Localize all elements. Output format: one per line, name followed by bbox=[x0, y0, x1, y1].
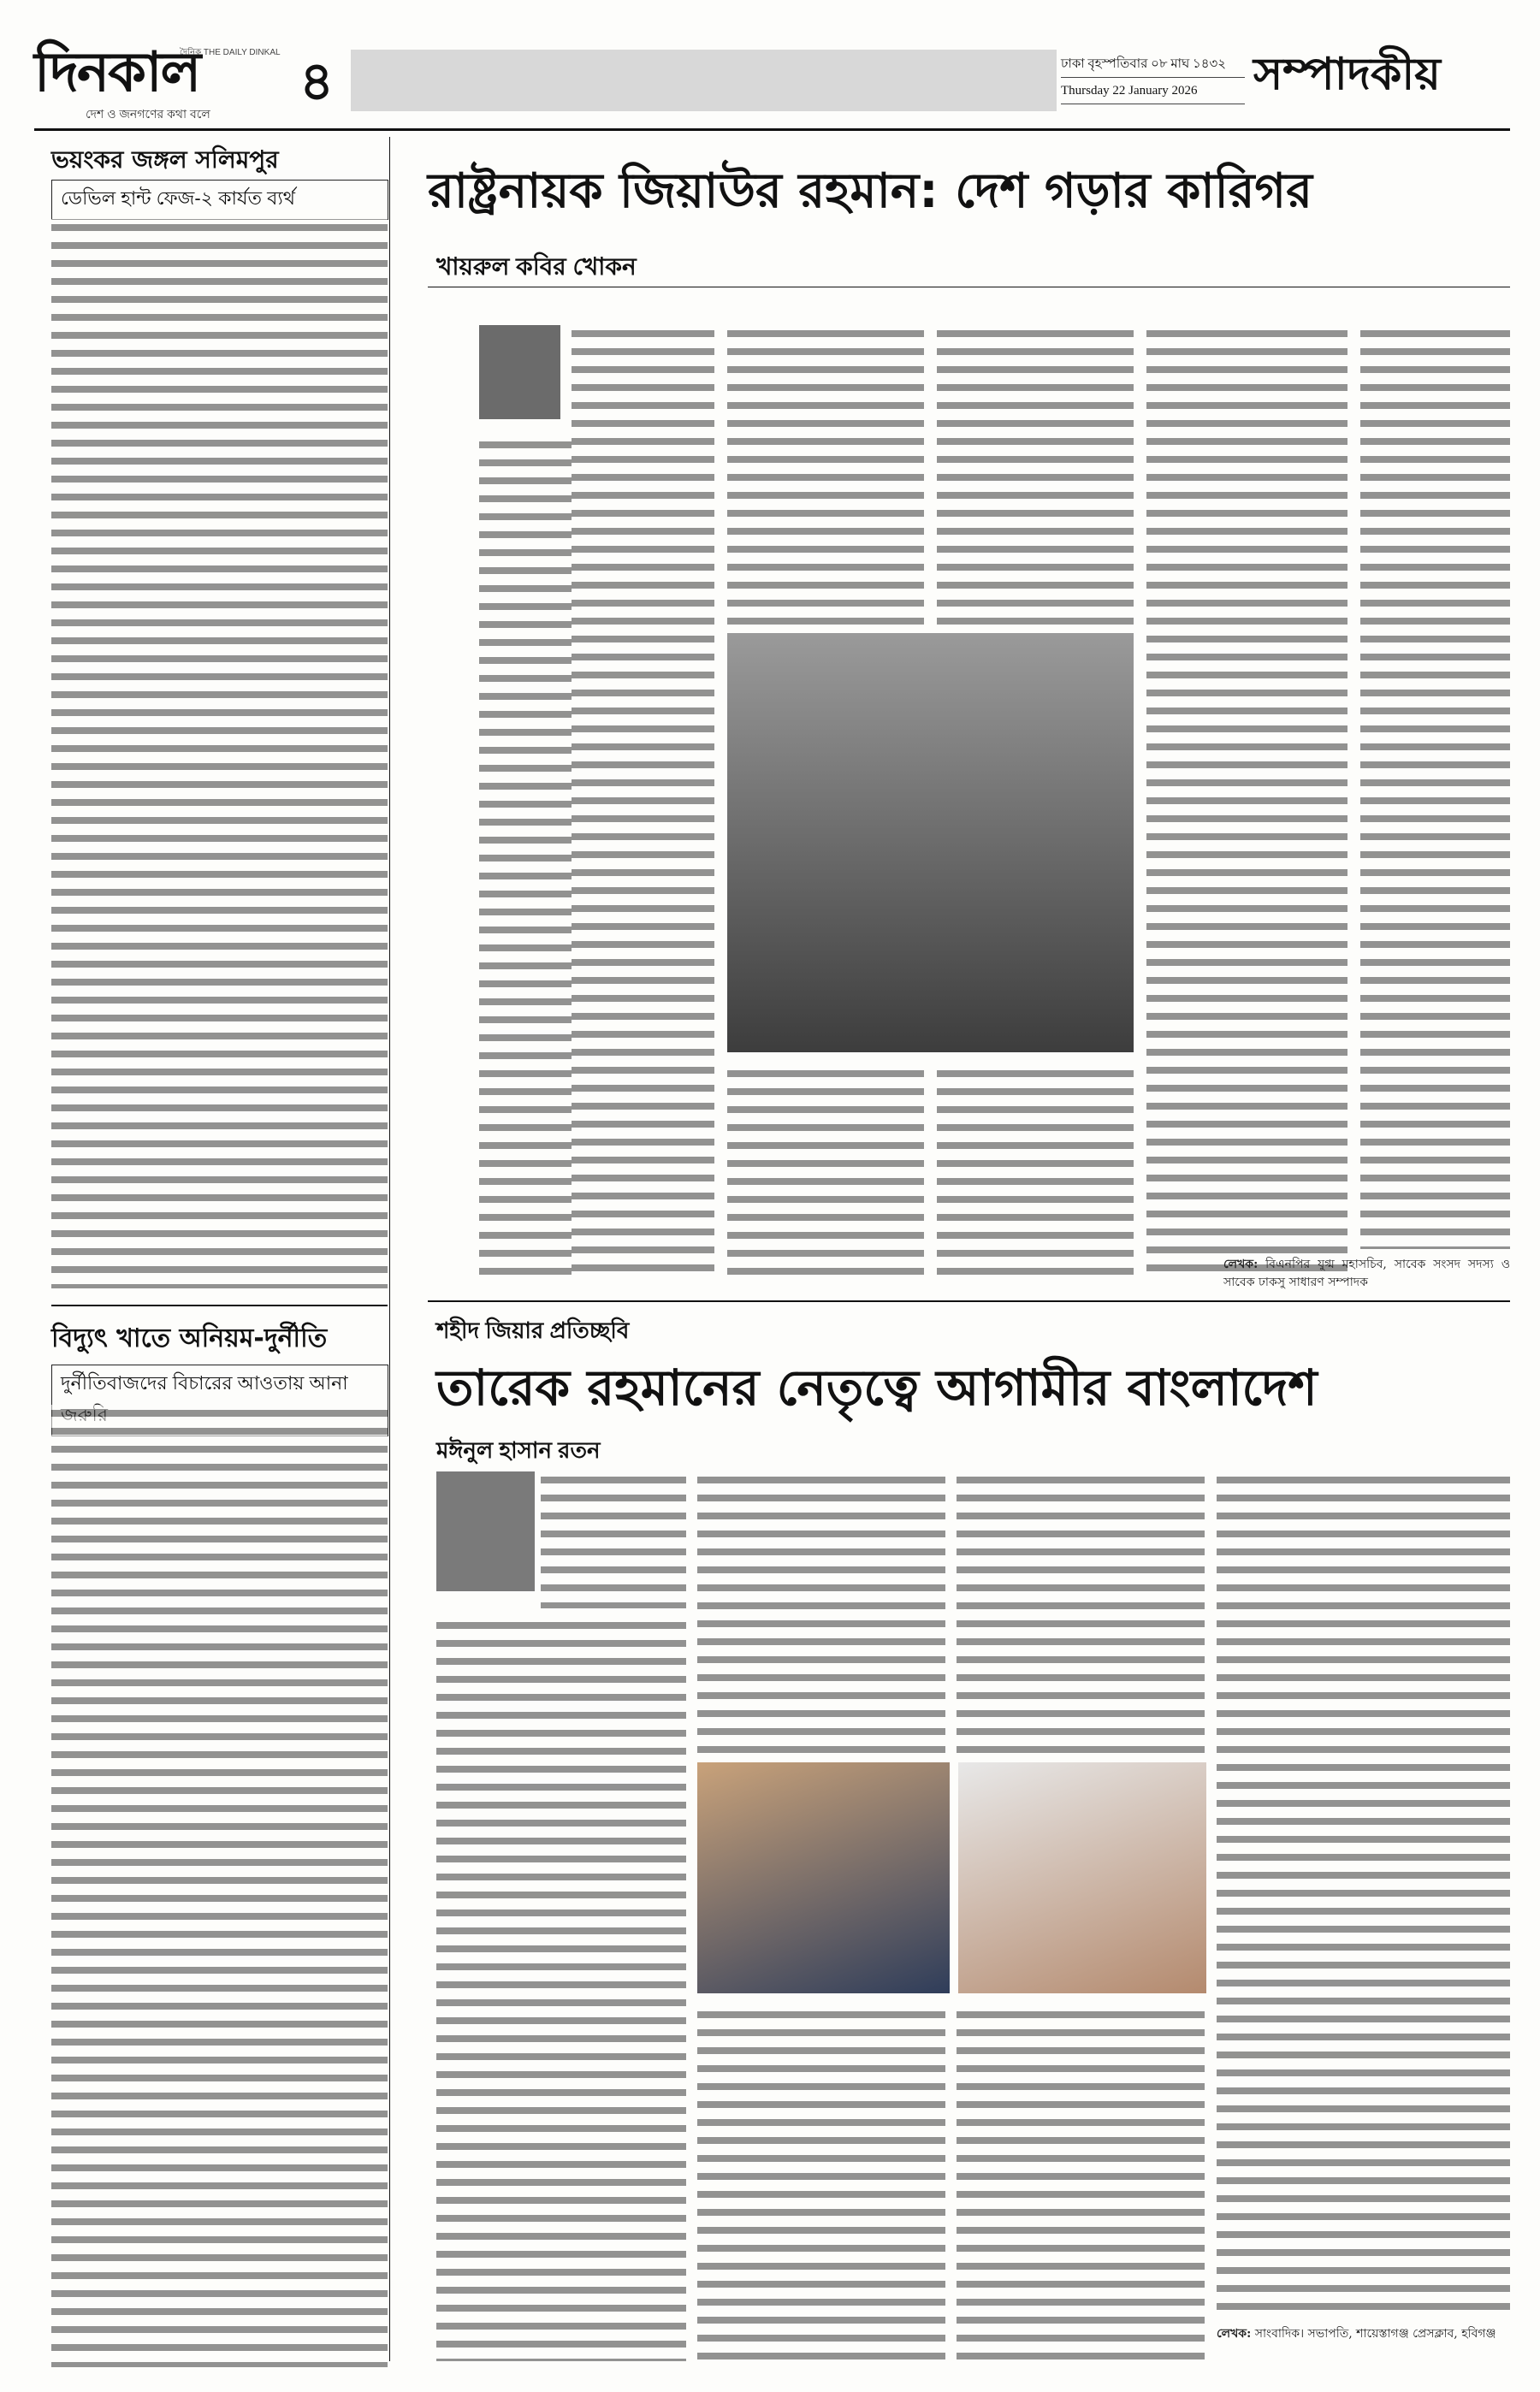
article1-author-note bbox=[1223, 1256, 1510, 1292]
zia-portrait-photo bbox=[697, 1762, 950, 1993]
story2-kicker: দুর্নীতিবাজদের বিচারের আওতায় আনা bbox=[51, 1365, 388, 1436]
article2-headline: তারেক রহমানের নেতৃত্বে আগামীর বাংলাদেশ bbox=[436, 1359, 1318, 1417]
article2-col4 bbox=[1217, 1471, 1510, 2318]
author1-photo bbox=[479, 325, 560, 419]
article2-col1-top bbox=[541, 1471, 686, 1608]
article1-photo bbox=[727, 633, 1134, 1052]
story2-headline: বিদ্যুৎ খাতে অনিয়ম-দুর্নীতি bbox=[51, 1323, 328, 1353]
author2-photo bbox=[436, 1471, 535, 1591]
article1-col2-bottom bbox=[727, 1065, 924, 1275]
story1-body bbox=[51, 219, 388, 1288]
article2-col1 bbox=[436, 1617, 686, 2361]
header-band bbox=[351, 50, 1057, 111]
story1-headline: ভয়ংকর জঙ্গল সলিমপুর bbox=[51, 145, 279, 174]
article2-rule bbox=[428, 1300, 1510, 1302]
story-separator bbox=[51, 1305, 388, 1306]
page-number: ৪ bbox=[299, 50, 335, 112]
story1-kicker: ডেভিল হান্ট ফেজ-২ কার্যত ব্যর্থ bbox=[51, 180, 388, 220]
author-note-label: লেখক: bbox=[1223, 1258, 1259, 1271]
article2-col2-top bbox=[697, 1471, 945, 1754]
date-block bbox=[1061, 51, 1245, 104]
article2-col2-bottom bbox=[697, 2006, 945, 2361]
article2-author-note bbox=[1217, 2325, 1510, 2343]
article1-col3-bottom bbox=[937, 1065, 1134, 1275]
tagline: দেশ ও জনগণের কথা বলে bbox=[86, 107, 210, 121]
article1-headline: রাষ্ট্রনায়ক জিয়াউর রহমান: দেশ গড়ার কারিগর bbox=[428, 163, 1312, 219]
logo-subtitle: দৈনিক THE DAILY DINKAL bbox=[180, 48, 281, 57]
section-title: সম্পাদকীয় bbox=[1253, 49, 1441, 100]
article2-col3-bottom bbox=[957, 2006, 1205, 2361]
masthead-rule bbox=[34, 128, 1510, 131]
article1-col1 bbox=[572, 325, 714, 1275]
author-note-text: বিএনপির যুগ্ম মহাসচিব, সাবেক সংসদ সদস্য ও সাবেক ঢাকসু সাধারণ সম্পাদক bbox=[1223, 1258, 1511, 1289]
date-bangla: ঢাকা বৃহস্পতিবার ০৮ মাঘ ১৪৩২ bbox=[1061, 51, 1245, 78]
article2-kicker: শহীদ জিয়ার প্রতিচ্ছবি bbox=[436, 1317, 630, 1343]
story2-body bbox=[51, 1405, 388, 2367]
date-english: Thursday 22 January 2026 bbox=[1061, 78, 1245, 104]
author-note-label: লেখক: bbox=[1217, 2327, 1252, 2341]
author-note-text: সাংবাদিক। সভাপতি, শায়েস্তাগঞ্জ প্রেসক্লাব, হবিগঞ্জ bbox=[1254, 2327, 1496, 2341]
tarique-portrait-photo bbox=[958, 1762, 1206, 1993]
newspaper-logo: দিনকাল bbox=[34, 41, 200, 104]
masthead bbox=[34, 34, 1510, 128]
article1-col5 bbox=[1360, 325, 1510, 1249]
column-divider bbox=[389, 137, 390, 2361]
article1-col1b bbox=[479, 436, 572, 1275]
article2-col3-top bbox=[957, 1471, 1205, 1754]
article2-byline: মঈনুল হাসান রতন bbox=[436, 1437, 601, 1463]
article1-col4 bbox=[1146, 325, 1348, 1275]
article1-col2-top bbox=[727, 325, 924, 625]
article1-byline: খায়রুল কবির খোকন bbox=[436, 253, 637, 280]
article1-col3-top bbox=[937, 325, 1134, 625]
